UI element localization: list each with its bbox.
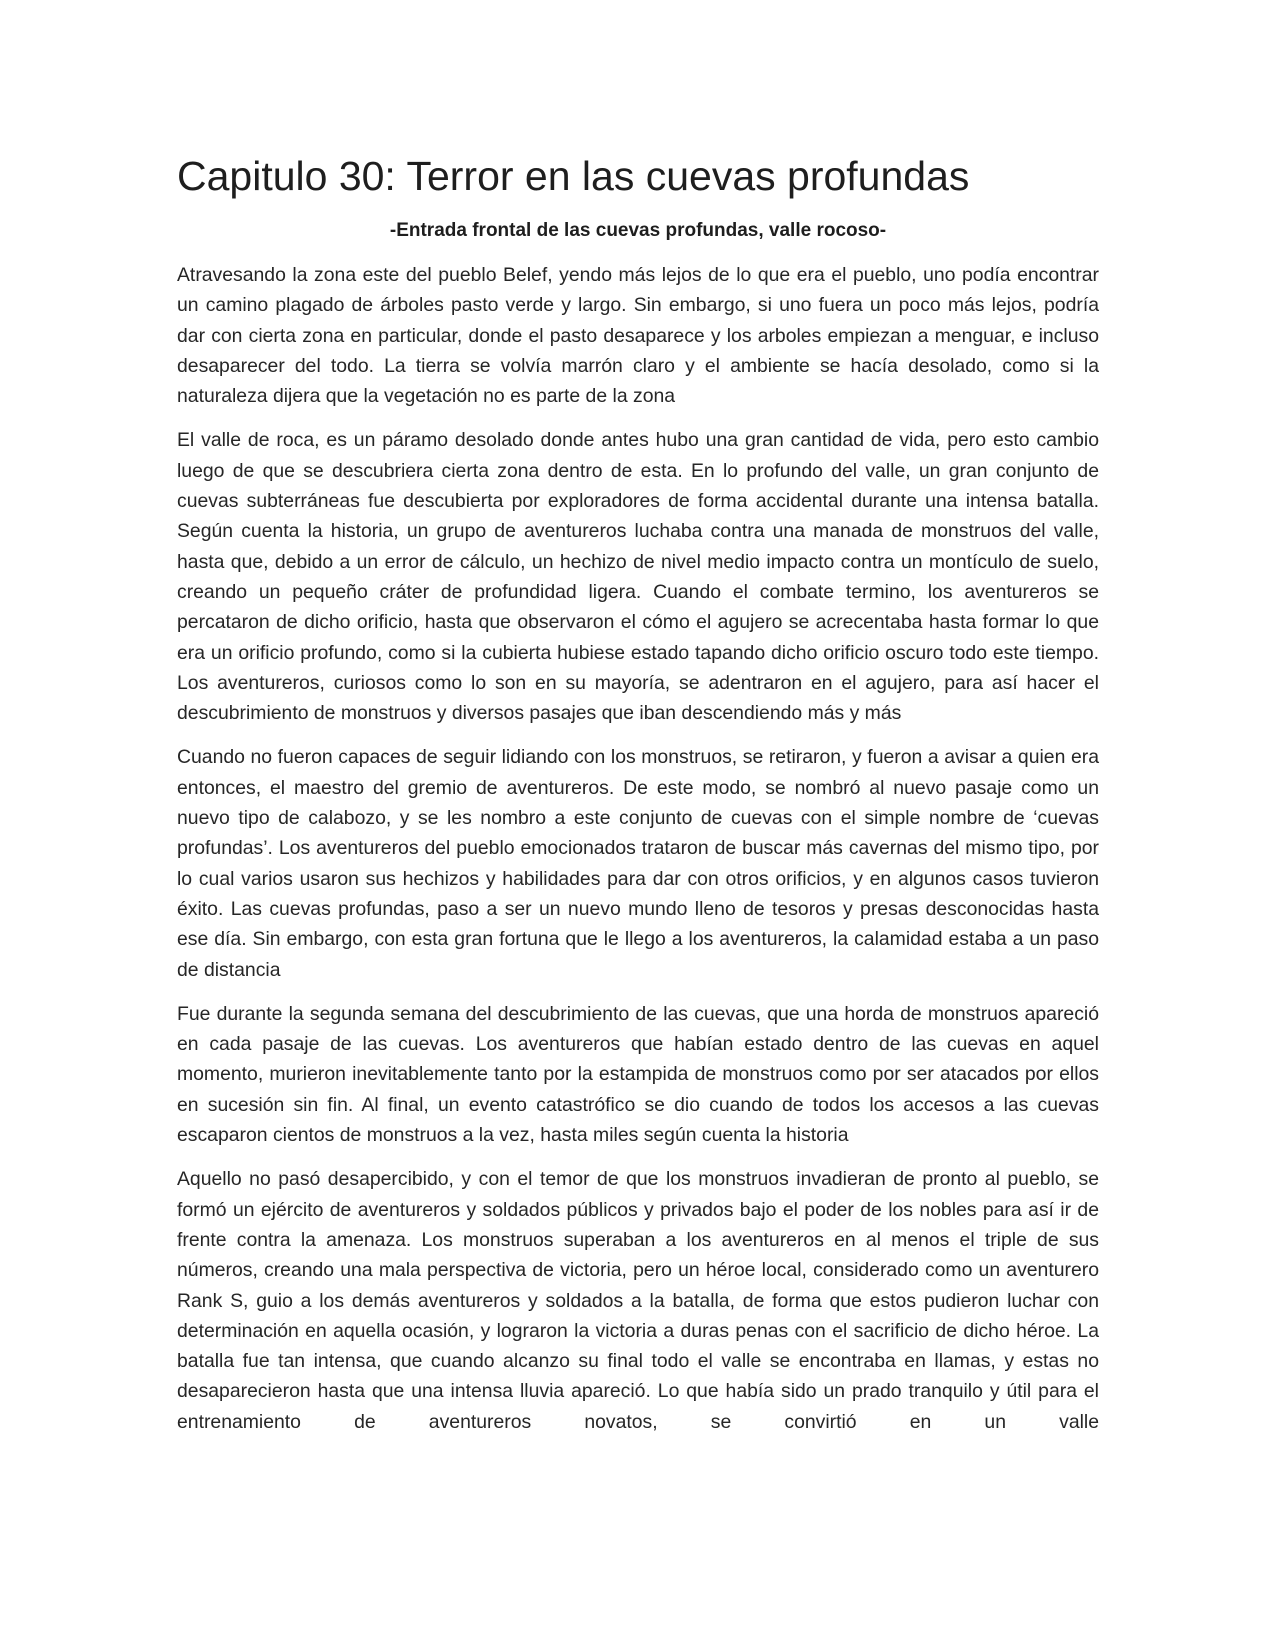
page-content	[177, 150, 1099, 1451]
chapter-title: Capitulo 30: Terror en las cuevas profundas	[177, 153, 970, 199]
paragraph-5: Aquello no pasó desapercibido, y con el temor de que los monstruos invadieran de pronto al pueblo, se formó un ejército de aventureros y soldados públicos y privados bajo el poder de los nobles para así ir de frente contra la amenaza. Los monstruos superaban a los aventureros en al menos el triple de sus números, creando una mala perspectiva de victoria, pero un héroe local, considerado como un aventurero Rank S, guio a los demás aventureros y soldados a la batalla, de forma que estos pudieron luchar con determinación en aquella ocasión, y lograron la victoria a duras penas con el sacrificio de dicho héroe. La batalla fue tan intensa, que cuando alcanzo su final todo el valle se encontraba en llamas, y estas no desaparecieron hasta que una intensa lluvia apareció. Lo que había sido un prado tranquilo y útil para el entrenamiento de aventureros novatos, se convirtió en un valle	[177, 1168, 1099, 1433]
paragraph-4: Fue durante la segunda semana del descubrimiento de las cuevas, que una horda de monstruos apareció en cada pasaje de las cuevas. Los aventureros que habían estado dentro de las cuevas en aquel momento, murieron inevitablemente tanto por la estampida de monstruos como por ser atacados por ellos en sucesión sin fin. Al final, un evento catastrófico se dio cuando de todos los accesos a las cuevas escaparon cientos de monstruos a la vez, hasta miles según cuenta la historia	[177, 1002, 1099, 1147]
paragraph-3: Cuando no fueron capaces de seguir lidiando con los monstruos, se retiraron, y fueron a avisar a quien era entonces, el maestro del gremio de aventureros. De este modo, se nombró al nuevo pasaje como un nuevo tipo de calabozo, y se les nombro a este conjunto de cuevas con el simple nombre de ‘cuevas profundas’. Los aventureros del pueblo emocionados trataron de buscar más cavernas del mismo tipo, por lo cual varios usaron sus hechizos y habilidades para dar con otros orificios, y en algunos casos tuvieron éxito. Las cuevas profundas, paso a ser un nuevo mundo lleno de tesoros y presas desconocidas hasta ese día. Sin embargo, con esta gran fortuna que le llego a los aventureros, la calamidad estaba a un paso de distancia	[177, 746, 1099, 981]
paragraph-2: El valle de roca, es un páramo desolado donde antes hubo una gran cantidad de vida, pero esto cambio luego de que se descubriera cierta zona dentro de esta. En lo profundo del valle, un gran conjunto de cuevas subterráneas fue descubierta por exploradores de forma accidental durante una intensa batalla. Según cuenta la historia, un grupo de aventureros luchaba contra una manada de monstruos del valle, hasta que, debido a un error de cálculo, un hechizo de nivel medio impacto contra un montículo de suelo, creando un pequeño cráter de profundidad ligera. Cuando el combate termino, los aventureros se percataron de dicho orificio, hasta que observaron el cómo el agujero se acrecentaba hasta formar lo que era un orificio profundo, como si la cubierta hubiese estado tapando dicho orificio oscuro todo este tiempo. Los aventureros, curiosos como lo son en su mayoría, se adentraron en el agujero, para así hacer el descubrimiento de monstruos y diversos pasajes que iban descendiendo más y más	[177, 429, 1099, 725]
paragraph-1: Atravesando la zona este del pueblo Belef, yendo más lejos de lo que era el pueblo, uno podía encontrar un camino plagado de árboles pasto verde y largo. Sin embargo, si uno fuera un poco más lejos, podría dar con cierta zona en particular, donde el pasto desaparece y los arboles empiezan a menguar, e incluso desaparecer del todo. La tierra se volvía marrón claro y el ambiente se hacía desolado, como si la naturaleza dijera que la vegetación no es parte de la zona	[177, 264, 1099, 408]
scene-heading: -Entrada frontal de las cuevas profundas, valle rocoso-	[389, 220, 887, 241]
